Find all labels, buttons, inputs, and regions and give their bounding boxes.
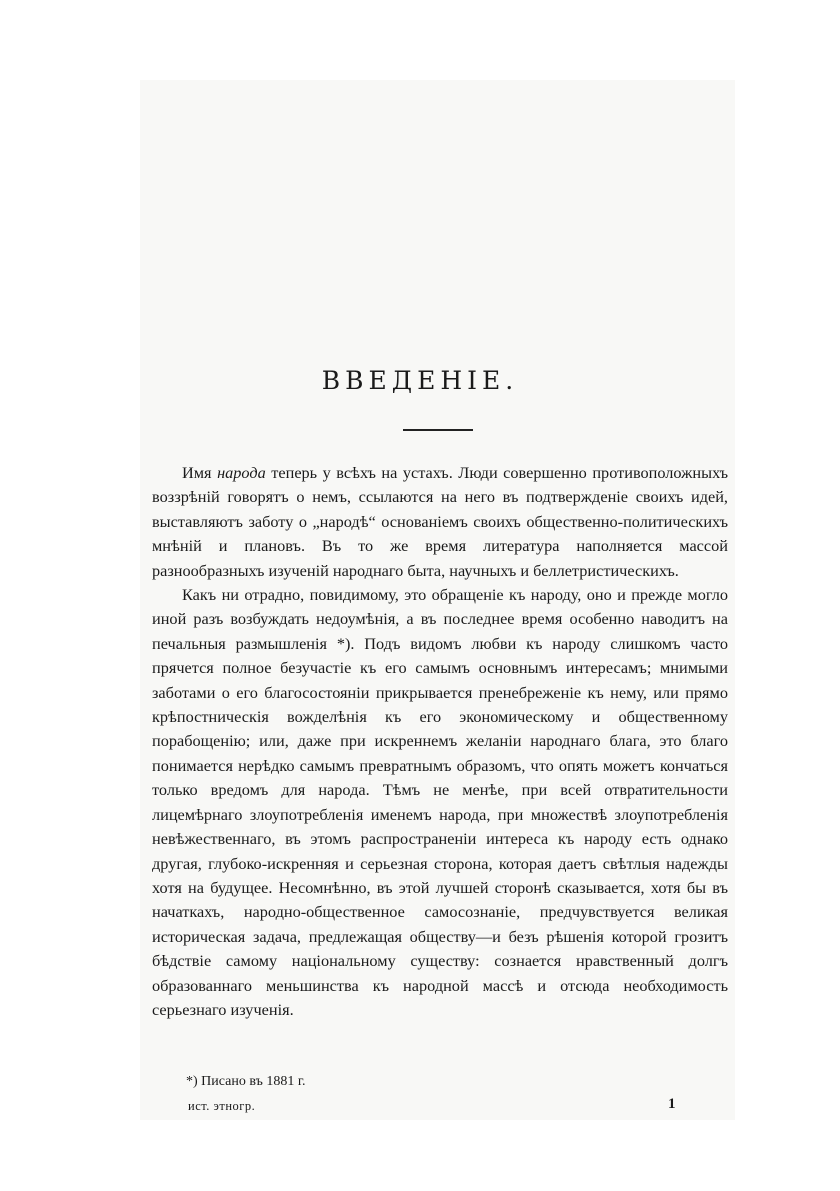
page-number: 1 <box>668 1096 676 1112</box>
signature-mark: ист. этногр. <box>188 1099 256 1113</box>
paragraph-1-start: Имя <box>182 463 218 482</box>
paragraph-1-emphasis: народа <box>217 463 266 482</box>
paragraph-2: Какъ ни отрадно, повидимому, это обращеніе къ народу, оно и прежде могло иной разъ возбуждать недоумѣнія, а въ последнее время особенно наводитъ на печальныя размышленія *). Подъ видомъ любви къ народу слишкомъ часто прячется полное безучастіе къ его самымъ основнымъ интересамъ; мнимыми заботами о его благосостояніи прикрывается пренебреженіе къ нему, или прямо крѣпостническія вожделѣнія къ его экономическому и общественному порабощенію; или, даже при искреннемъ желаніи народнаго блага, это благо понимается нерѣдко самымъ превратнымъ образомъ, что опять можетъ кончаться только вредомъ для народа. Тѣмъ не менѣе, при всей отвратительности лицемѣрнаго злоупотребленія именемъ народа, при множествѣ злоупотребленія невѣжественнаго, въ этомъ распространеніи интереса къ народу есть однако другая, глубоко-искренняя и серьезная сторона, которая даетъ свѣтлыя надежды хотя на будущее. Несомнѣнно, въ этой лучшей сторонѣ сказывается, хотя бы въ начаткахъ, народно-общественное самосознаніе, предчувствуется великая историческая задача, предлежащая обществу—и безъ рѣшенія которой грозитъ бѣдствіе самому національному существу: сознается нравственный долгъ образованнаго меньшинства къ народной массѣ и отсюда необходимость серьезнаго изученія. <box>152 585 728 1019</box>
main-text <box>152 461 728 1022</box>
title-divider <box>403 429 473 431</box>
paragraph-1-rest: теперь у всѣхъ на устахъ. Люди совершенно противоположныхъ воззрѣній говорятъ о немъ, ссылаются на него въ подтвержденіе своихъ идей, выставляютъ заботу о „народѣ“ основаніемъ своихъ общественно-политическихъ мнѣній и плановъ. Въ то же время литература наполняется массой разнообразныхъ изученій народнаго быта, научныхъ и беллетристическихъ. <box>152 463 729 580</box>
footnote: *) Писано въ 1881 г. <box>186 1074 306 1089</box>
paragraph-1 <box>152 461 728 583</box>
chapter-title: ВВЕДЕНІЕ. <box>321 366 519 395</box>
